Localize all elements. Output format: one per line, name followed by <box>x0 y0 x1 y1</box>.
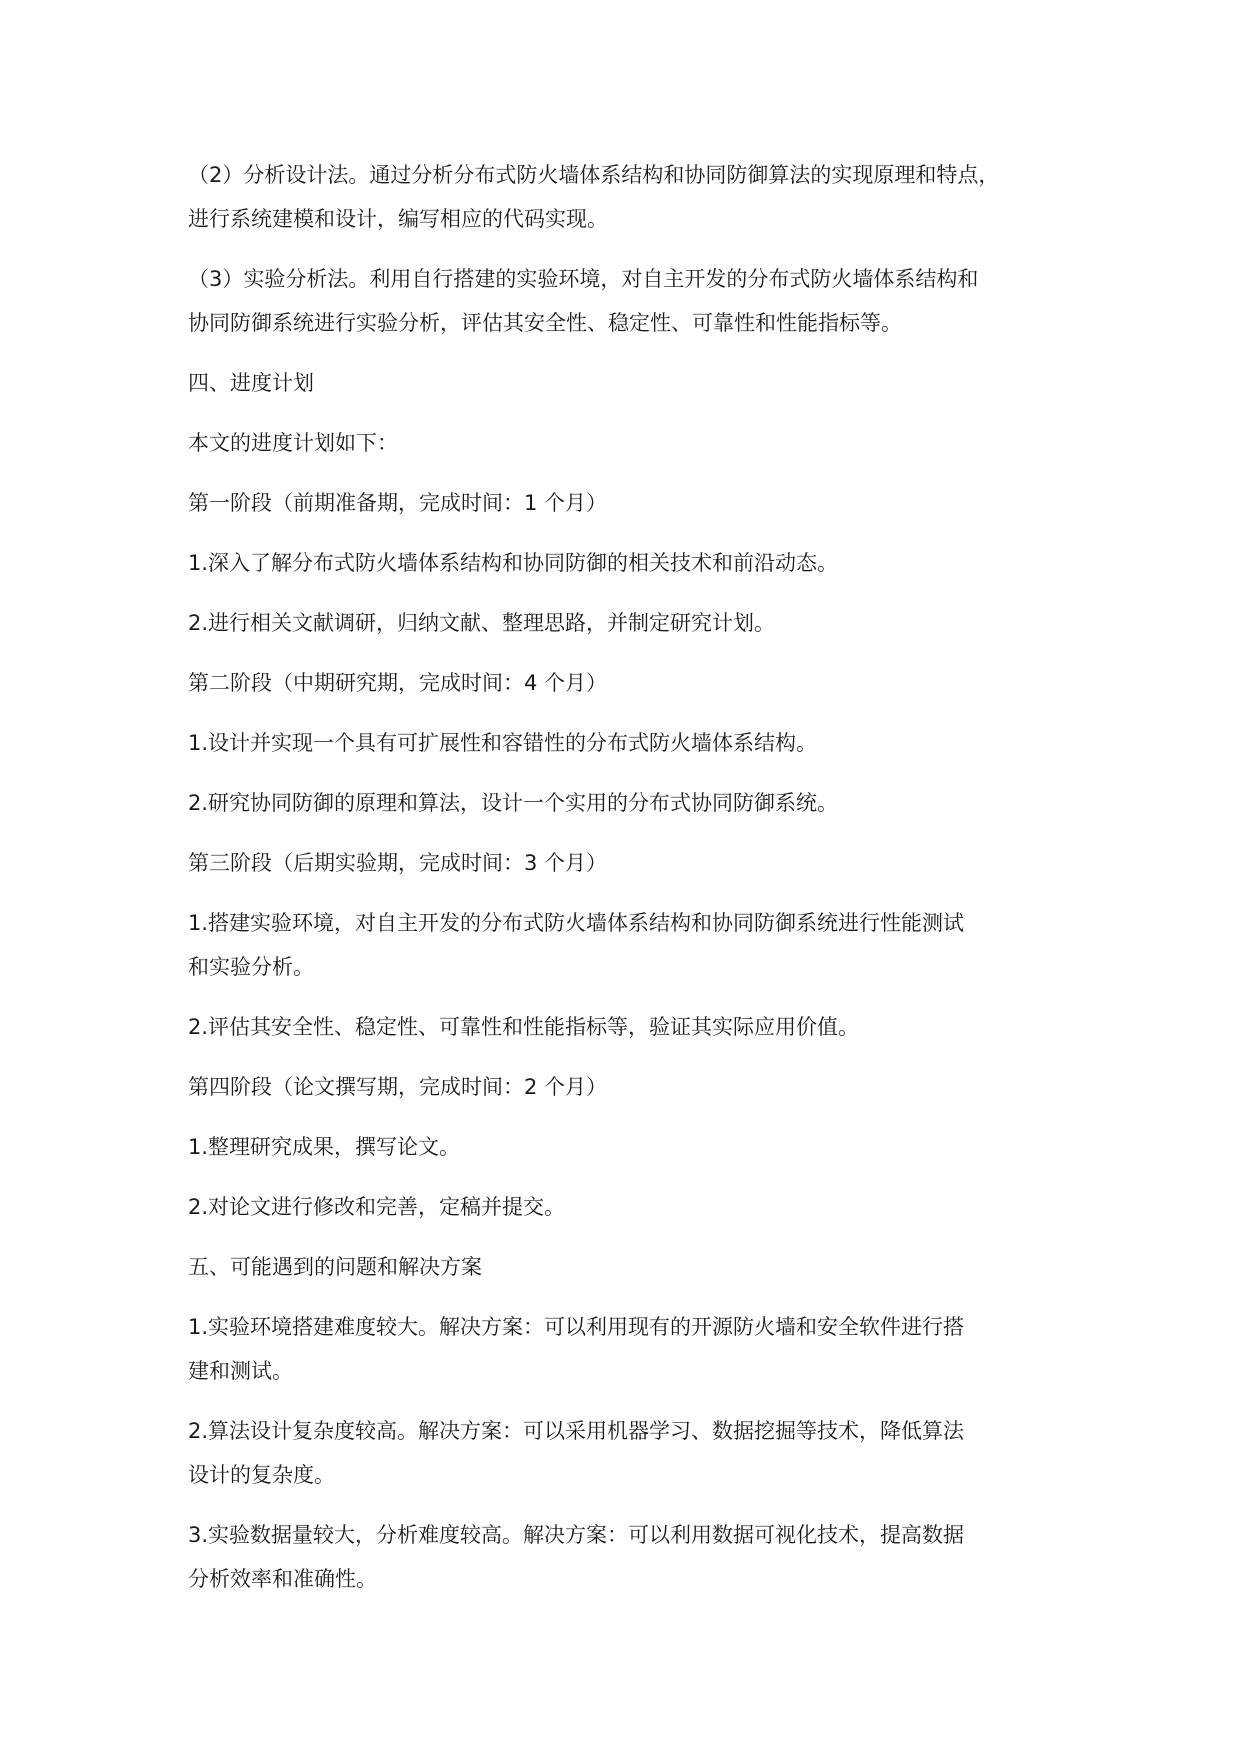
text-line: 第四阶段（论文撰写期，完成时间：2 个月） <box>188 1075 608 1099</box>
text-line: 第一阶段（前期准备期，完成时间：1 个月） <box>188 491 608 515</box>
paragraph <box>188 1005 1088 1049</box>
document-body <box>188 153 1088 1617</box>
text-line: 第二阶段（中期研究期，完成时间：4 个月） <box>188 671 608 695</box>
text-line: 3.实验数据量较大，分析难度较高。解决方案：可以利用数据可视化技术，提高数据 <box>188 1523 965 1547</box>
text-line: 1.设计并实现一个具有可扩展性和容错性的分布式防火墙体系结构。 <box>188 731 818 755</box>
paragraph <box>188 1245 1088 1289</box>
paragraph <box>188 1305 1088 1393</box>
paragraph <box>188 257 1088 345</box>
paragraph <box>188 1409 1088 1497</box>
text-line: 2.对论文进行修改和完善，定稿并提交。 <box>188 1195 566 1219</box>
text-line: 2.研究协同防御的原理和算法，设计一个实用的分布式协同防御系统。 <box>188 791 839 815</box>
paragraph <box>188 481 1088 525</box>
text-line: （3）实验分析法。利用自行搭建的实验环境，对自主开发的分布式防火墙体系结构和 <box>188 267 979 291</box>
text-line: 2.算法设计复杂度较高。解决方案：可以采用机器学习、数据挖掘等技术，降低算法 <box>188 1419 965 1443</box>
text-line: 进行系统建模和设计，编写相应的代码实现。 <box>188 207 608 231</box>
paragraph <box>188 661 1088 705</box>
paragraph <box>188 1513 1088 1601</box>
text-line: （2）分析设计法。通过分析分布式防火墙体系结构和协同防御算法的实现原理和特点， <box>188 163 1000 187</box>
paragraph <box>188 601 1088 645</box>
text-line: 本文的进度计划如下： <box>188 431 398 455</box>
text-line: 第三阶段（后期实验期，完成时间：3 个月） <box>188 851 608 875</box>
text-line: 2.进行相关文献调研，归纳文献、整理思路，并制定研究计划。 <box>188 611 776 635</box>
text-line: 协同防御系统进行实验分析，评估其安全性、稳定性、可靠性和性能指标等。 <box>188 311 902 335</box>
text-line: 2.评估其安全性、稳定性、可靠性和性能指标等，验证其实际应用价值。 <box>188 1015 860 1039</box>
text-line: 1.实验环境搭建难度较大。解决方案：可以利用现有的开源防火墙和安全软件进行搭 <box>188 1315 965 1339</box>
text-line: 1.深入了解分布式防火墙体系结构和协同防御的相关技术和前沿动态。 <box>188 551 839 575</box>
paragraph <box>188 901 1088 989</box>
paragraph <box>188 153 1088 241</box>
text-line: 1.搭建实验环境，对自主开发的分布式防火墙体系结构和协同防御系统进行性能测试 <box>188 911 965 935</box>
paragraph <box>188 721 1088 765</box>
paragraph <box>188 841 1088 885</box>
paragraph <box>188 361 1088 405</box>
text-line: 和实验分析。 <box>188 955 314 979</box>
paragraph <box>188 1125 1088 1169</box>
paragraph <box>188 1185 1088 1229</box>
text-line: 五、可能遇到的问题和解决方案 <box>188 1255 482 1279</box>
text-line: 四、进度计划 <box>188 371 314 395</box>
text-line: 设计的复杂度。 <box>188 1463 335 1487</box>
paragraph <box>188 1065 1088 1109</box>
text-line: 分析效率和准确性。 <box>188 1567 377 1591</box>
text-line: 1.整理研究成果，撰写论文。 <box>188 1135 461 1159</box>
paragraph <box>188 781 1088 825</box>
text-line: 建和测试。 <box>188 1359 293 1383</box>
paragraph <box>188 541 1088 585</box>
paragraph <box>188 421 1088 465</box>
